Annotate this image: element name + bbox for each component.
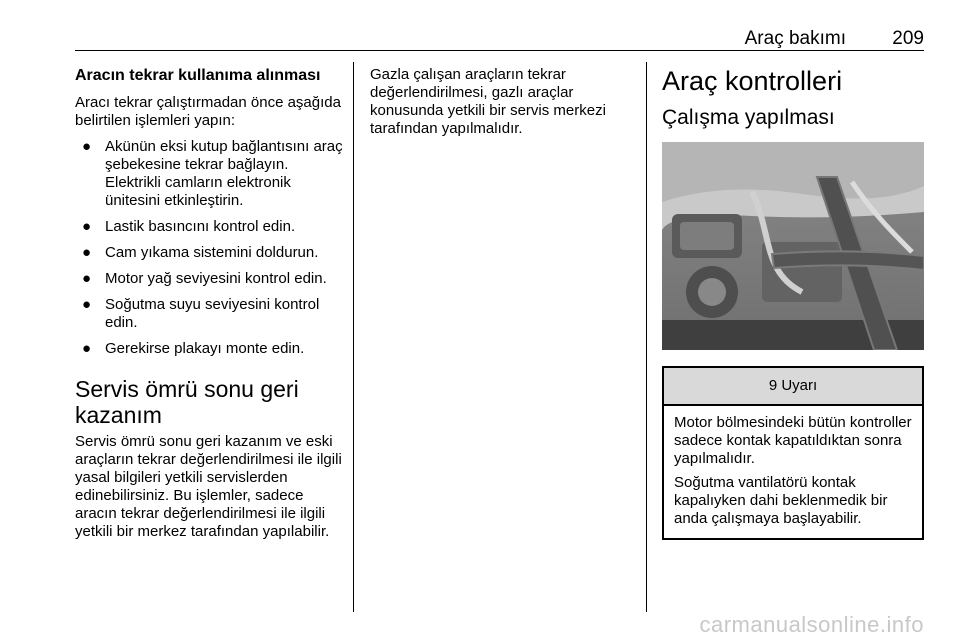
column-divider-1 (353, 62, 354, 612)
recommissioning-heading: Aracın tekrar kullanıma alınması (75, 67, 321, 84)
warning-label: Uyarı (781, 377, 818, 394)
checklist (75, 138, 347, 358)
column-3 (662, 66, 924, 540)
bullet-icon: ● (82, 138, 92, 155)
gas-vehicle-text: Gazla çalışan araçların tekrar değerlendirilmesi, gazlı araçlar konusunda yetkili bir servis merkezi tarafından yapılmalıdır. (370, 66, 606, 137)
section-title: Araç bakımı (744, 28, 846, 49)
recycling-text: Servis ömrü sonu geri kazanım ve eski araçların tekrar değerlendirilmesi ile ilgili yasal bilgileri yetkili servislerden edinebilirsiniz. Bu işlemler, sadece aracın tekrar değerlendirilmesi ile ilgili yetkili bir merkez tarafından yapılabilir. (75, 433, 342, 540)
page-header (75, 28, 924, 50)
list-item: ● Soğutma suyu seviyesini kontrol edin. (82, 296, 320, 331)
warning-body (664, 406, 922, 538)
bullet-icon: ● (82, 244, 92, 261)
list-item: ● Akünün eksi kutup bağlantısını araç şebekesine tekrar bağlayın. Elektrikli camların elektronik ünitesini etkinleştirin. (82, 138, 343, 209)
engine-bay-photo (662, 142, 924, 350)
list-item: ● Lastik basıncını kontrol edin. (82, 218, 296, 235)
header-divider (75, 50, 924, 51)
warning-header (664, 368, 922, 406)
bullet-icon: ● (82, 270, 92, 287)
vehicle-checks-heading: Araç kontrolleri (662, 66, 843, 96)
warning-paragraph: Motor bölmesindeki bütün kontroller sadece kontak kapatıldıktan sonra yapılmalıdır. (674, 414, 912, 467)
list-item: ● Motor yağ seviyesini kontrol edin. (82, 270, 327, 287)
bullet-icon: ● (82, 340, 92, 357)
column-2 (370, 66, 632, 138)
list-item: ● Gerekirse plakayı monte edin. (82, 340, 305, 357)
bullet-icon: ● (82, 296, 92, 313)
warning-triangle-icon: 9 (768, 377, 778, 394)
recommissioning-intro: Aracı tekrar çalıştırmadan önce aşağıda belirtilen işlemleri yapın: (75, 94, 341, 129)
performing-work-heading: Çalışma yapılması (662, 106, 835, 129)
warning-box (662, 366, 924, 540)
recycling-heading: Servis ömrü sonu geri kazanım (75, 376, 299, 428)
page-number: 209 (892, 28, 924, 49)
warning-paragraph: Soğutma vantilatörü kontak kapalıyken dahi beklenmedik bir anda çalışmaya başlayabilir. (674, 474, 888, 527)
column-divider-2 (646, 62, 647, 612)
bullet-icon: ● (82, 218, 92, 235)
column-1 (75, 66, 347, 541)
engine-bay-illustration (662, 142, 924, 350)
list-item: ● Cam yıkama sistemini doldurun. (82, 244, 319, 261)
watermark-text: carmanualsonline.info (699, 612, 924, 637)
